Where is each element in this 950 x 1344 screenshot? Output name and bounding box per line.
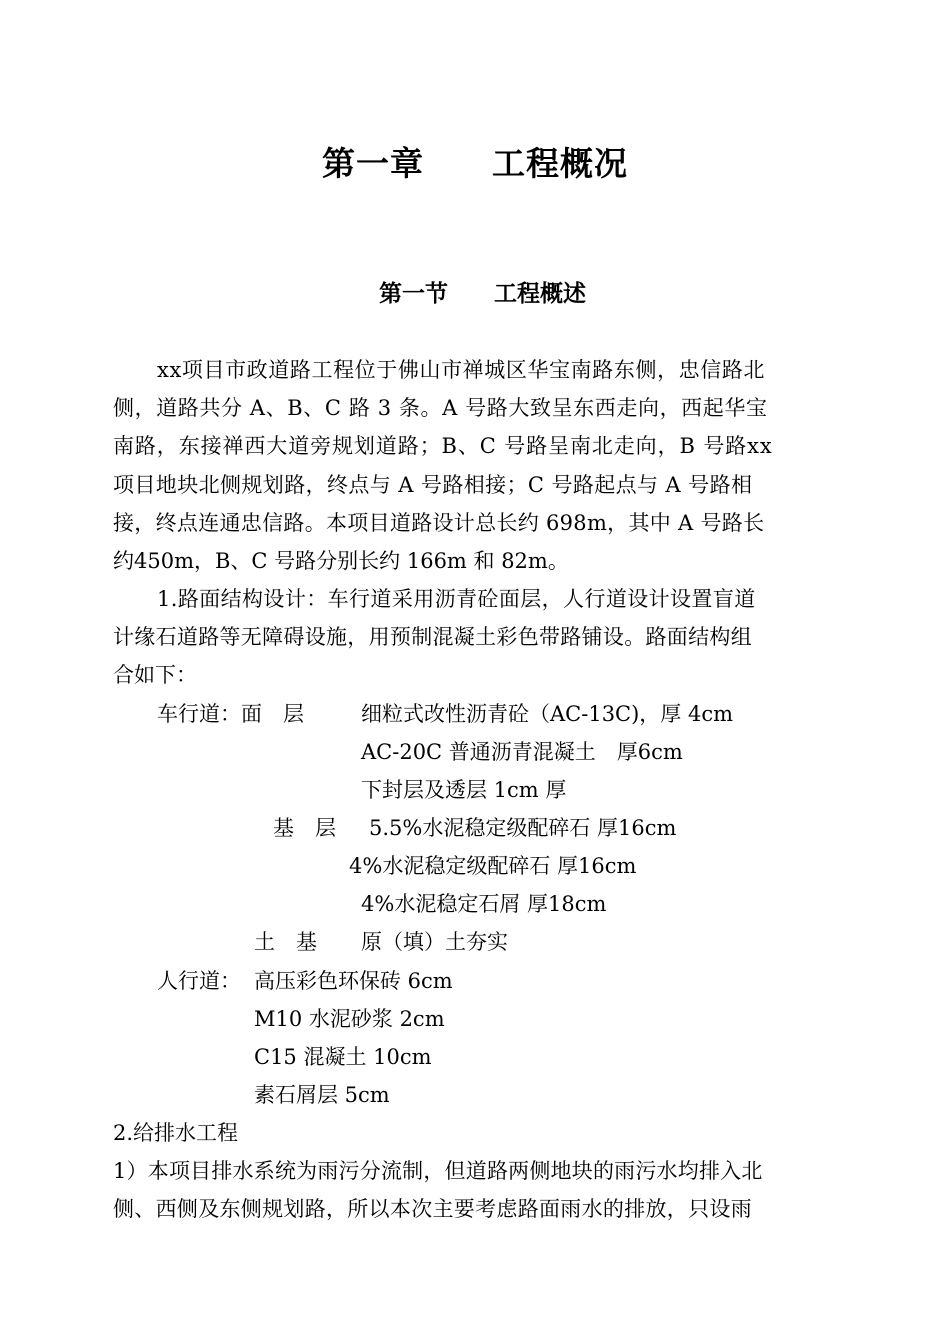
intro-line-2: 侧，道路共分 A、B、C 路 3 条。A 号路大致呈东西走向，西起华宝 <box>113 396 768 420</box>
intro-line-5: 接，终点连通忠信路。本项目道路设计总长约 698m，其中 A 号路长 <box>113 511 765 535</box>
sidewalk-layer-3: C15 混凝土 10cm <box>254 1045 432 1069</box>
base-layer-3: 4%水泥稳定石屑 厚18cm <box>361 892 607 916</box>
intro-line-3: 南路，东接禅西大道旁规划道路；B、C 号路呈南北走向，B 号路xx <box>113 434 773 458</box>
carriageway-surface-label: 车行道：面 层 <box>157 702 304 726</box>
item2-title: 2.给排水工程 <box>113 1121 239 1145</box>
chapter-title: 第一章 工程概况 <box>322 144 628 183</box>
intro-line-6: 约450m，B、C 号路分别长约 166m 和 82m。 <box>113 549 569 573</box>
item1-line-1: 1.路面结构设计：车行道采用沥青砼面层，人行道设计设置盲道 <box>157 587 756 611</box>
subgrade-layer-1: 原（填）土夯实 <box>361 930 508 954</box>
base-label: 基 层 <box>273 816 336 840</box>
intro-line-1: xx项目市政道路工程位于佛山市禅城区华宝南路东侧，忠信路北 <box>157 358 766 382</box>
surface-layer-3: 下封层及透层 1cm 厚 <box>361 778 567 802</box>
section-title: 第一节 工程概述 <box>379 281 586 307</box>
surface-layer-2: AC-20C 普通沥青混凝土 厚6cm <box>361 740 683 764</box>
intro-line-4: 项目地块北侧规划路，终点与 A 号路相接；C 号路起点与 A 号路相 <box>113 473 753 497</box>
sidewalk-layer-1: 高压彩色环保砖 6cm <box>254 969 453 993</box>
sidewalk-layer-4: 素石屑层 5cm <box>254 1083 390 1107</box>
base-layer-1: 5.5%水泥稳定级配碎石 厚16cm <box>369 816 677 840</box>
base-layer-2: 4%水泥稳定级配碎石 厚16cm <box>349 854 637 878</box>
item1-line-3: 合如下： <box>113 663 197 687</box>
item1-line-2: 计缘石道路等无障碍设施，用预制混凝土彩色带路铺设。路面结构组 <box>113 625 752 649</box>
surface-layer-1: 细粒式改性沥青砼（AC-13C)，厚 4cm <box>361 702 734 726</box>
item2-line-1: 1）本项目排水系统为雨污分流制，但道路两侧地块的雨污水均排入北 <box>113 1159 763 1183</box>
item2-line-2: 侧、西侧及东侧规划路，所以本次主要考虑路面雨水的排放，只设雨 <box>113 1197 752 1221</box>
subgrade-label: 土 基 <box>254 930 317 954</box>
sidewalk-label: 人行道： <box>157 969 241 993</box>
sidewalk-layer-2: M10 水泥砂浆 2cm <box>254 1007 445 1031</box>
